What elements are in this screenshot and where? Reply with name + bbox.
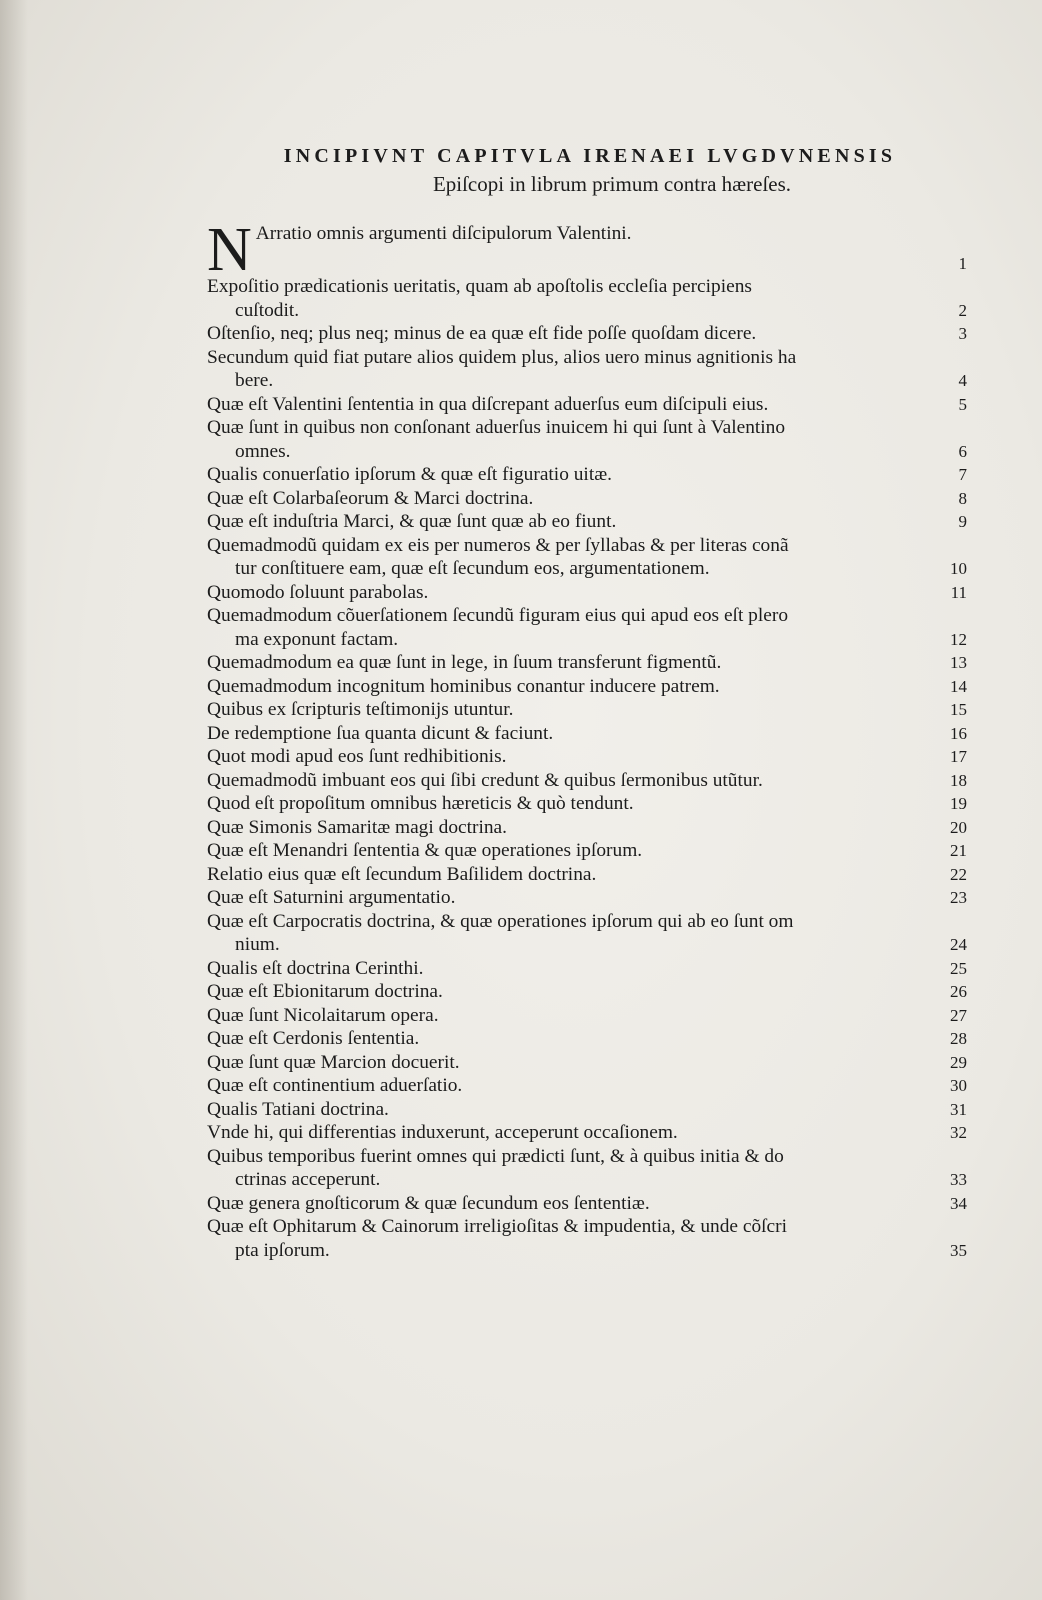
chapter-number: 8 (958, 488, 967, 508)
chapter-text (207, 792, 939, 816)
chapter-number: 13 (950, 653, 967, 672)
chapter-entry (207, 675, 967, 699)
chapter-text (207, 957, 939, 981)
chapter-line: Quemadmodũ quidam ex eis per numeros & per ſyllabas & per literas conã (207, 534, 789, 556)
chapter-line: Quæ eſt Menandri ſententia & quæ operationes ipſorum. (207, 840, 643, 861)
chapter-text (207, 1121, 939, 1145)
chapter-text (207, 651, 939, 675)
chapter-line-continued: cuſtodit. (235, 299, 300, 321)
chapter-line: Relatio eius quæ eſt ſecundum Baſilidem doctrina. (207, 863, 597, 885)
chapter-number: 14 (950, 676, 967, 696)
chapter-line: Secundum quid fiat putare alios quidem plus, alios uero minus agnitionis ha (207, 346, 797, 368)
chapter-entry (207, 510, 967, 534)
chapter-line: Quibus temporibus fuerint omnes qui prædicti ſunt, & à quibus initia & do (207, 1145, 784, 1167)
chapter-entry (207, 792, 967, 816)
chapter-entry (207, 1192, 967, 1216)
chapter-line: Quemadmodũ imbuant eos qui ſibi credunt & quibus ſermonibus utũtur. (207, 769, 763, 791)
chapter-number: 24 (950, 935, 967, 954)
chapter-text (207, 581, 939, 605)
chapter-line-continued: tur conſtituere eam, quæ eſt ſecundum eos, argumentationem. (235, 558, 710, 579)
chapter-text (207, 1004, 939, 1028)
chapter-text (207, 1192, 939, 1216)
chapter-line-continued: pta ipſorum. (235, 1239, 330, 1261)
chapter-number: 23 (950, 888, 967, 907)
chapter-number: 19 (950, 794, 967, 813)
chapter-text (207, 510, 939, 534)
chapter-line: Quæ eſt Cerdonis ſententia. (207, 1028, 420, 1049)
chapter-number: 12 (950, 629, 967, 649)
chapter-text (207, 1145, 939, 1192)
chapter-text (207, 346, 939, 393)
chapter-entry (207, 957, 967, 981)
chapter-line: Quæ eſt Colarbaſeorum & Marci doctrina. (207, 487, 534, 509)
chapter-line: Quæ eſt Valentini ſententia in qua diſcrepant aduerſus eum diſcipuli eius. (207, 393, 769, 415)
chapter-number: 16 (950, 723, 967, 743)
chapter-line: Arratio omnis argumenti diſcipulorum Valentini. (255, 223, 632, 244)
chapter-line: Quot modi apud eos ſunt redhibitionis. (207, 746, 507, 767)
chapter-line: Quæ ſunt Nicolaitarum opera. (207, 1004, 439, 1026)
chapter-number: 29 (950, 1052, 967, 1072)
chapter-text (207, 1215, 939, 1262)
chapter-number: 6 (958, 441, 967, 461)
chapter-text (207, 910, 939, 957)
chapter-entry (207, 393, 967, 417)
chapter-number: 18 (950, 770, 967, 790)
chapter-list (207, 216, 967, 1262)
chapter-line: Quemadmodum cõuerſationem ſecundũ figuram eius qui apud eos eſt plero (207, 605, 789, 626)
chapter-number: 34 (950, 1193, 967, 1213)
chapter-entry (207, 651, 967, 675)
chapter-line: Quæ ſunt in quibus non conſonant aduerſus inuicem hi qui ſunt à Valentino (207, 417, 786, 438)
chapter-entry (207, 1098, 967, 1122)
chapter-entry (207, 886, 967, 910)
chapter-line: Quod eſt propoſitum omnibus hæreticis & quò tendunt. (207, 793, 634, 814)
chapter-text (207, 534, 939, 581)
chapter-entry (207, 322, 967, 346)
chapter-entry (207, 1215, 967, 1262)
chapter-line: Quæ eſt induſtria Marci, & quæ ſunt quæ ab eo fiunt. (207, 511, 617, 532)
chapter-entry (207, 1004, 967, 1028)
chapter-text (207, 722, 939, 746)
chapter-line-continued: omnes. (235, 440, 291, 462)
chapter-text (207, 416, 939, 463)
chapter-line: Expoſitio prædicationis ueritatis, quam ab apoſtolis eccleſia percipiens (207, 276, 752, 297)
chapter-line: Quemadmodum ea quæ ſunt in lege, in ſuum transferunt figmentũ. (207, 652, 722, 673)
chapter-text (207, 745, 939, 769)
chapter-line: Quæ eſt Carpocratis doctrina, & quæ operationes ipſorum qui ab eo ſunt om (207, 910, 794, 932)
chapter-number: 20 (950, 817, 967, 837)
chapter-text (207, 769, 939, 793)
chapter-entry (207, 534, 967, 581)
chapter-line: Quæ ſunt quæ Marcion docuerit. (207, 1051, 460, 1073)
chapter-line: Quæ eſt Ebionitarum doctrina. (207, 981, 443, 1002)
chapter-number: 31 (950, 1099, 967, 1119)
chapter-text (207, 698, 939, 722)
chapter-entry (207, 698, 967, 722)
chapter-text (207, 322, 939, 346)
chapter-number: 5 (958, 394, 967, 414)
chapter-entry (207, 487, 967, 511)
chapter-entry (207, 1074, 967, 1098)
chapter-number: 10 (950, 559, 967, 578)
chapter-line: Quæ Simonis Samaritæ magi doctrina. (207, 816, 507, 838)
chapter-number: 1 (958, 253, 967, 273)
chapter-text (207, 839, 939, 863)
chapter-line: Quæ eſt Saturnini argumentatio. (207, 887, 456, 908)
chapter-text (207, 675, 939, 699)
chapter-line: Qualis conuerſatio ipſorum & quæ eſt figuratio uitæ. (207, 464, 612, 485)
chapter-number: 27 (950, 1005, 967, 1025)
chapter-number: 30 (950, 1076, 967, 1095)
chapter-number: 25 (950, 958, 967, 978)
chapter-line: Quibus ex ſcripturis teſtimonijs utuntur. (207, 699, 514, 720)
chapter-entry (207, 910, 967, 957)
chapter-text (207, 393, 939, 417)
chapter-text (207, 275, 939, 322)
chapter-line: Oſtenſio, neq; plus neq; minus de ea quæ eſt fide poſſe quoſdam dicere. (207, 323, 757, 344)
chapter-entry (207, 581, 967, 605)
chapter-line-continued: ma exponunt factam. (235, 628, 399, 650)
page-edge-shadow (0, 0, 28, 1600)
chapter-entry (207, 1027, 967, 1051)
chapter-line: Qualis Tatiani doctrina. (207, 1098, 389, 1120)
chapter-line: Quemadmodum incognitum hominibus conantur inducere patrem. (207, 675, 720, 697)
chapter-entry (207, 769, 967, 793)
chapter-text (207, 1098, 939, 1122)
chapter-line: Vnde hi, qui differentias induxerunt, acceperunt occaſionem. (207, 1122, 678, 1143)
chapter-number: 28 (950, 1029, 967, 1048)
chapter-entry (207, 604, 967, 651)
chapter-entry (207, 863, 967, 887)
heading-title: INCIPIVNT CAPITVLA IRENAEI LVGDVNENSIS (283, 145, 897, 167)
chapter-number: 33 (950, 1170, 967, 1189)
chapter-text (207, 1027, 939, 1051)
chapter-text (207, 1074, 939, 1098)
chapter-line: Quæ eſt continentium aduerſatio. (207, 1075, 463, 1096)
chapter-line-continued: bere. (235, 370, 274, 391)
chapter-number: 32 (950, 1123, 967, 1142)
chapter-number: 7 (958, 465, 967, 484)
chapter-entry (207, 816, 967, 840)
chapter-entry (207, 275, 967, 322)
chapter-text (207, 216, 939, 284)
chapter-line: Qualis eſt doctrina Cerinthi. (207, 957, 424, 979)
chapter-entry (207, 839, 967, 863)
chapter-number: 35 (950, 1240, 967, 1260)
chapter-number: 26 (950, 982, 967, 1001)
chapter-text (207, 886, 939, 910)
page-header (210, 142, 970, 198)
chapter-entry (207, 1121, 967, 1145)
chapter-number: 17 (950, 747, 967, 766)
chapter-text (207, 463, 939, 487)
chapter-entry (207, 722, 967, 746)
chapter-number: 4 (958, 371, 967, 390)
chapter-entry (207, 1051, 967, 1075)
heading-subtitle: Epiſcopi in librum primum contra hæreſes. (432, 172, 792, 196)
chapter-line-continued: ctrinas acceperunt. (235, 1169, 381, 1190)
chapter-line: Quomodo ſoluunt parabolas. (207, 581, 429, 603)
chapter-number: 9 (958, 512, 967, 531)
chapter-entry (207, 745, 967, 769)
chapter-text (207, 863, 939, 887)
chapter-text (207, 816, 939, 840)
chapter-number: 2 (958, 300, 967, 320)
chapter-number: 21 (950, 841, 967, 860)
chapter-line: De redemptione ſua quanta dicunt & faciunt. (207, 722, 554, 744)
chapter-text (207, 487, 939, 511)
chapter-number: 22 (950, 864, 967, 884)
chapter-number: 15 (950, 700, 967, 719)
chapter-entry (207, 463, 967, 487)
chapter-entry (207, 980, 967, 1004)
chapter-line: Quæ genera gnoſticorum & quæ ſecundum eos ſententiæ. (207, 1192, 650, 1214)
chapter-entry (207, 1145, 967, 1192)
chapter-entry (207, 346, 967, 393)
chapter-text (207, 1051, 939, 1075)
chapter-line-continued: nium. (235, 934, 280, 955)
chapter-number: 3 (958, 324, 967, 343)
chapter-entry (207, 416, 967, 463)
chapter-entry (207, 216, 967, 284)
chapter-number: 11 (950, 582, 967, 602)
chapter-text (207, 604, 939, 651)
chapter-text (207, 980, 939, 1004)
chapter-line: Quæ eſt Ophitarum & Cainorum irreligioſitas & impudentia, & unde cõſcri (207, 1216, 787, 1237)
drop-cap: N (207, 216, 252, 284)
